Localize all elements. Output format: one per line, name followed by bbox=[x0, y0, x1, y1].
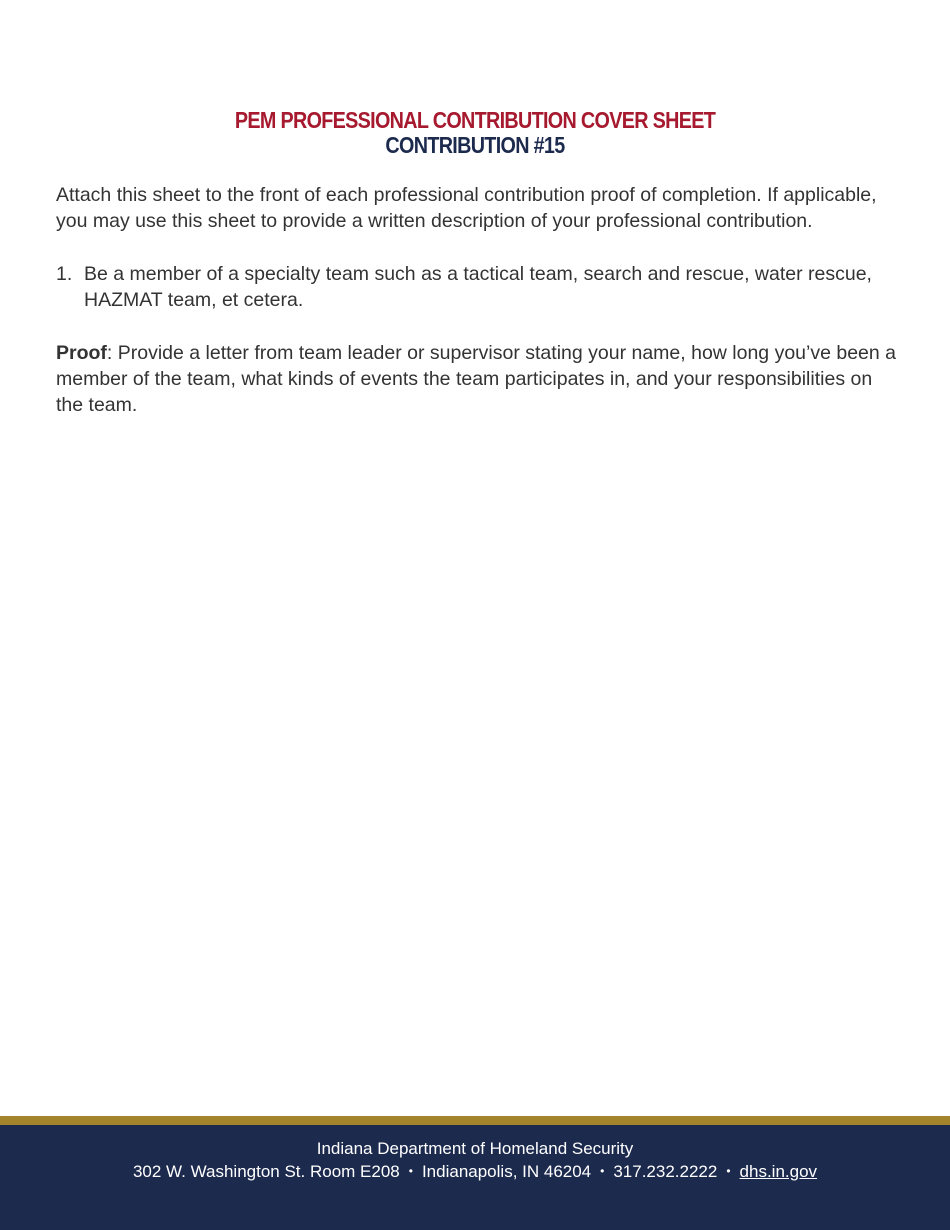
list-item-number: 1. bbox=[56, 263, 73, 285]
proof-paragraph bbox=[56, 340, 896, 418]
document-title: PEM PROFESSIONAL CONTRIBUTION COVER SHEET bbox=[234, 107, 716, 133]
contribution-list bbox=[56, 261, 896, 313]
footer-address: 302 W. Washington St. Room E208 bbox=[132, 1162, 400, 1181]
list-item bbox=[56, 261, 896, 313]
list-item-text: Be a member of a specialty team such as a tactical team, search and rescue, water rescue, HAZMAT team, et cetera. bbox=[84, 263, 872, 311]
footer-city: Indianapolis, IN 46204 bbox=[421, 1162, 592, 1181]
footer bbox=[0, 1125, 950, 1230]
footer-separator: • bbox=[600, 1164, 605, 1178]
footer-organization: Indiana Department of Homeland Security bbox=[316, 1139, 634, 1158]
intro-paragraph: Attach this sheet to the front of each professional contribution proof of completion. If applicable, you may use this sheet to provide a written description of your professional contribution. bbox=[56, 184, 877, 232]
footer-phone: 317.232.2222 bbox=[613, 1162, 718, 1181]
proof-label: Proof bbox=[56, 342, 107, 364]
document-body bbox=[56, 182, 896, 418]
proof-text: : Provide a letter from team leader or supervisor stating your name, how long you’ve been a member of the team, what kinds of events the team participates in, and your responsibilities on the team. bbox=[56, 342, 896, 416]
footer-address-line bbox=[0, 1160, 950, 1183]
document-subtitle: CONTRIBUTION #15 bbox=[385, 132, 565, 158]
footer-website-link[interactable]: dhs.in.gov bbox=[739, 1162, 818, 1181]
footer-separator: • bbox=[726, 1164, 731, 1178]
footer-separator: • bbox=[408, 1164, 413, 1178]
footer-gold-stripe bbox=[0, 1116, 950, 1125]
document-header bbox=[0, 108, 950, 158]
